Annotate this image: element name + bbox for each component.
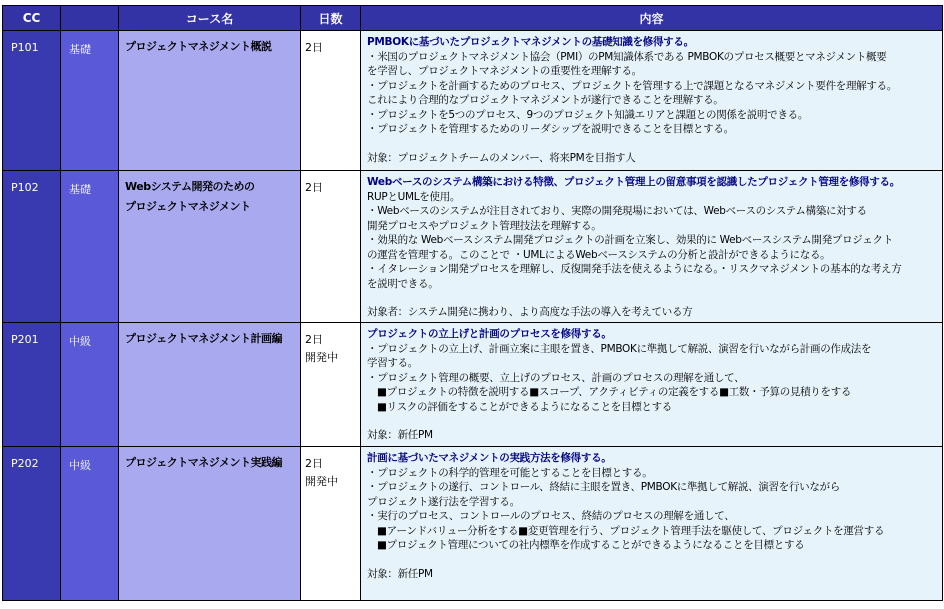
content-line: ・実行のプロセス、コントロールのプロセス、終結のプロセスの理解を通して、 [367,510,735,522]
course-content [361,323,943,447]
header-course-name: コース名 [119,6,301,31]
content-line: ・プロジェクトの立上げ、計画立案に主眼を置き、PMBOKに準拠して解説、演習を行いながら計画の作成法を [367,342,872,355]
course-name [119,171,301,323]
content-headline: Webベースのシステム構築における特徴、プロジェクト管理上の留意事項を認識したプロジェクト管理を修得する。 [367,176,900,188]
content-line: ・プロジェクトを5つのプロセス、9つのプロジェクト知識エリアと課題との関係を説明できる。 [367,108,809,121]
course-code: P202 [3,447,61,601]
course-level: 中級 [61,323,119,447]
course-name-line: プロジェクトマネジメント概説 [125,40,272,53]
course-code: P101 [3,31,61,171]
course-days [301,31,361,171]
content-headline: プロジェクトの立上げと計画のプロセスを修得する。 [367,328,612,340]
course-name [119,447,301,601]
content-line: 開発プロセスやプロジェクト管理技法を理解する。 [367,219,602,232]
content-target: 対象：新任PM [367,567,433,580]
content-target: 対象：新任PM [367,429,433,441]
content-line: ■プロジェクトの特徴を説明する■スコープ、アクティビティの定義をする■工数・予算の見積りをする [377,386,852,398]
course-row [3,31,943,171]
course-days-line: 2日 [305,181,323,194]
header-cc: CC [3,6,61,31]
course-name-line: プロジェクトマネジメント [125,200,251,213]
course-days [301,323,361,447]
course-table [2,5,943,601]
content-line: これにより合理的なプロジェクトマネジメントが遂行できることを理解する。 [367,94,724,106]
content-target: 対象者：システム開発に携わり、より高度な手法の導入を考えている方 [367,306,693,318]
content-line: ・米国のプロジェクトマネジメント協会（PMI）のPM知識体系である PMBOKのプロセス概要とマネジメント概要 [367,50,887,63]
course-level: 基礎 [61,171,119,323]
course-level: 中級 [61,447,119,601]
course-days-line: 開発中 [305,351,338,364]
course-days-line: 2日 [305,333,323,346]
content-headline: PMBOKに基づいたプロジェクトマネジメントの基礎知識を修得する。 [367,36,694,48]
course-days-line: 開発中 [305,475,338,488]
content-line: ■プロジェクト管理についての社内標準を作成することができるようになることを目標とする [377,539,805,551]
header-level [61,6,119,31]
content-line: ・効果的な Webベースシステム開発プロジェクトの計画を立案し、効果的に Webベースシステム開発プロジェクト [367,234,893,246]
content-line: ■アーンドバリュー分析をする■変更管理を行う、プロジェクト管理手法を駆使して、プロジェクトを運営する [377,524,885,537]
content-line: の運営を管理する。このことで ・UMLによるWebベースシステムの分析と設計ができるようになる。 [367,248,831,261]
content-headline: 計画に基づいたマネジメントの実践方法を修得する。 [367,452,612,464]
course-days-line: 2日 [305,41,323,54]
content-line: ・プロジェクトの科学的管理を可能とすることを目標とする。 [367,466,653,479]
content-line: 学習する。 [367,357,418,369]
content-line: ・プロジェクトを管理するためのリーダシップを説明できることを目標とする。 [367,123,734,135]
course-code: P201 [3,323,61,447]
course-code: P102 [3,171,61,323]
course-name [119,31,301,171]
course-days [301,171,361,323]
course-name-line: Webシステム開発のための [125,180,255,193]
course-content [361,447,943,601]
content-line: ・プロジェクトを計画するためのプロセス、プロジェクトを管理する上で課題となるマネジメント要件を理解する。 [367,79,897,92]
course-row [3,447,943,601]
content-line: ・プロジェクト管理の概要、立上げのプロセス、計画のプロセスの理解を通して、 [367,371,745,384]
content-target: 対象：プロジェクトチームのメンバー、将来PMを目指す人 [367,151,636,164]
course-name-line: プロジェクトマネジメント計画編 [125,332,282,345]
content-line: を学習し、プロジェクトマネジメントの重要性を理解する。 [367,65,642,77]
header-content: 内容 [361,6,943,31]
course-content [361,31,943,171]
header-row [3,6,943,31]
course-row [3,171,943,323]
course-level: 基礎 [61,31,119,171]
header-days: 日数 [301,6,361,31]
content-line: プロジェクト遂行法を学習する。 [367,495,520,508]
course-row [3,323,943,447]
content-line: ・Webベースのシステムが注目されており、実際の開発現場においては、Webベースのシステム構築に対する [367,205,867,217]
course-days-line: 2日 [305,457,323,470]
content-line: ・プロジェクトの遂行、コントロール、終結に主眼を置き、PMBOKに準拠して解説、演習を行いながら [367,481,840,493]
course-name-line: プロジェクトマネジメント実践編 [125,456,282,469]
content-line: を説明できる。 [367,277,439,290]
course-days [301,447,361,601]
content-line: ・イタレーション開発プロセスを理解し、反復開発手法を使えるようになる。・リスクマネジメントの基本的な考え方 [367,263,902,275]
course-name [119,323,301,447]
content-line: ■リスクの評価をすることができるようになることを目標とする [377,400,673,413]
course-content [361,171,943,323]
content-line: RUPとUMLを使用。 [367,190,461,203]
